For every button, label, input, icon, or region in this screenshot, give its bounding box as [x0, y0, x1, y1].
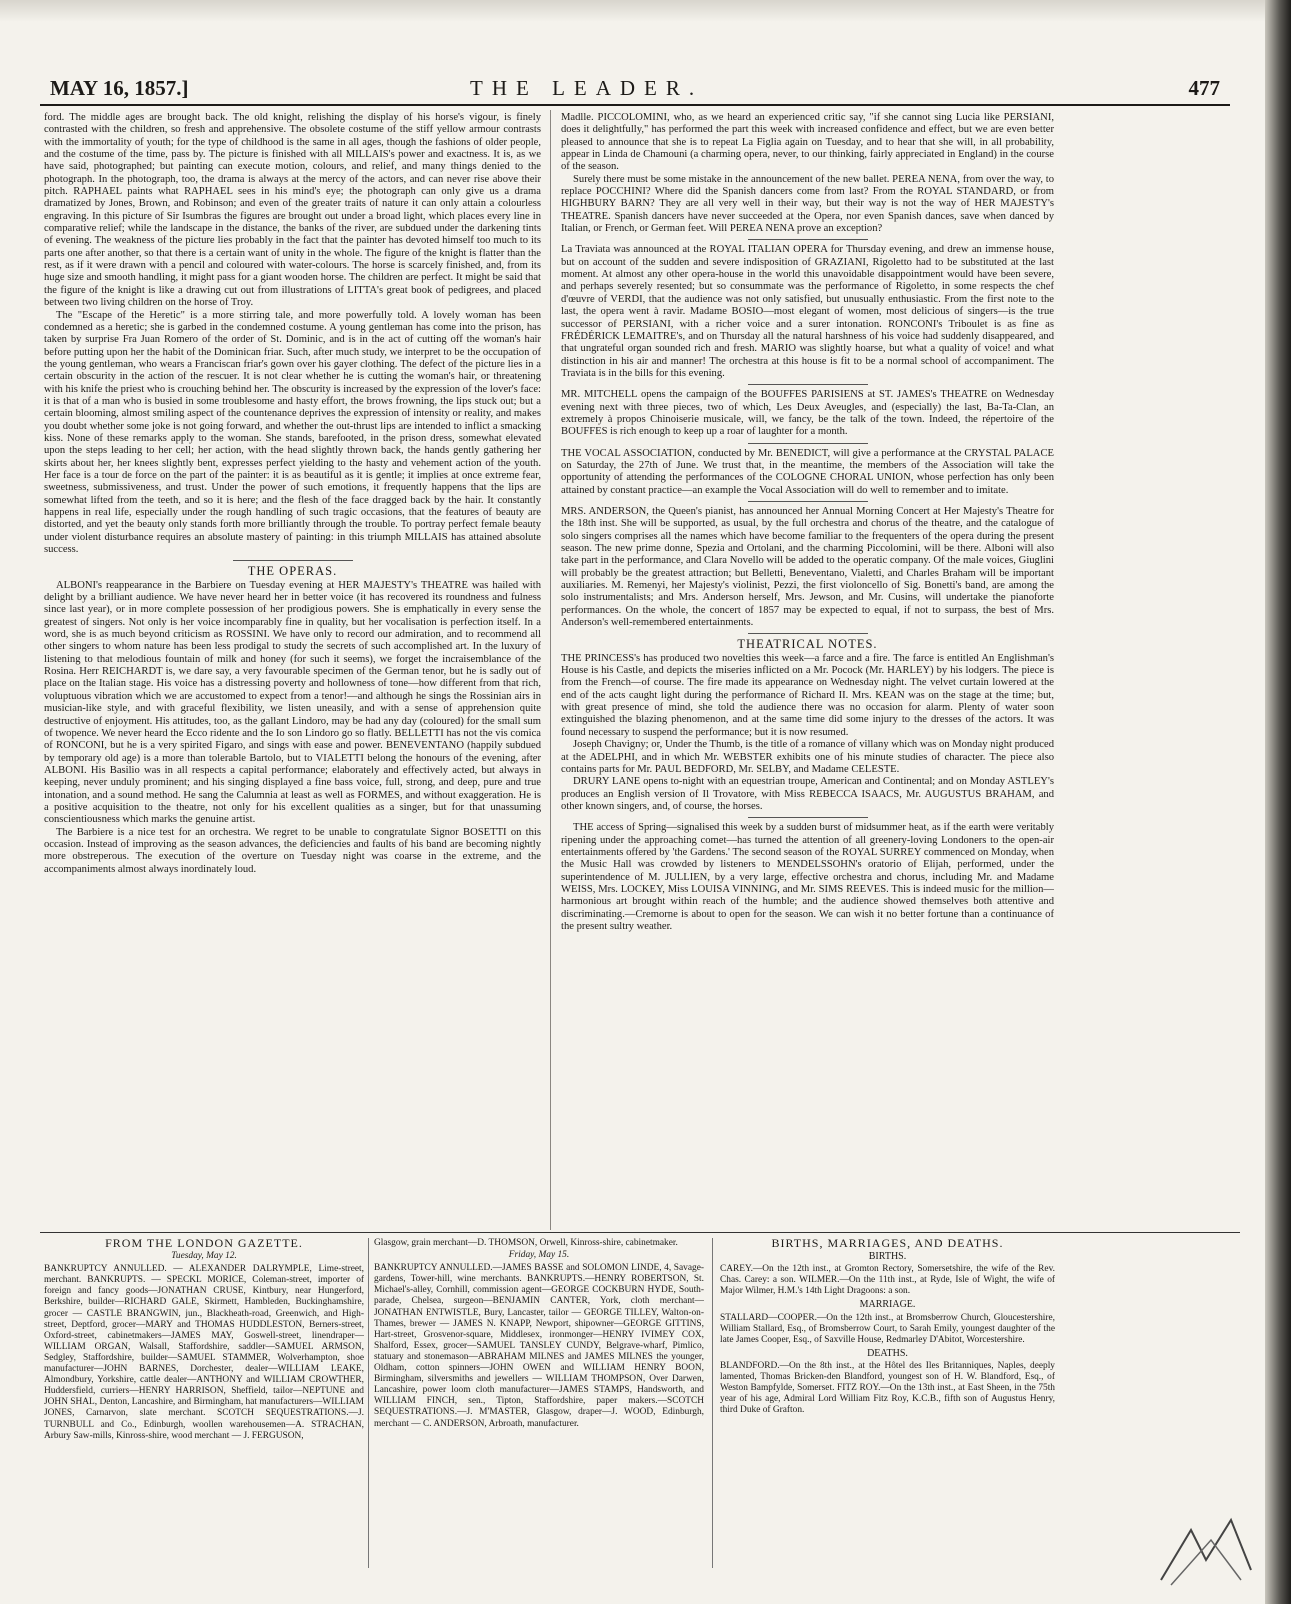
gazette-date-tuesday: Tuesday, May 12. — [171, 1251, 237, 1262]
article-paragraph: MRS. ANDERSON, the Queen's pianist, has announced her Annual Morning Concert at Her Majesty's Theatre for the 18th inst. She will be supported, as usual, by the full orchestra and chorus of the theatre, and the catalogue of solo singers comprises all the names which have become familiar to the frequenters of the opera during the present season. The new prime donne, Spezia and Ortolani, and the charming Piccolomini, will be there. Alboni will also take part in the performance, and Clara Novello will be added to the operatic company. Of the male voices, Giuglini will probably be the greatest attraction; but Belletti, Beneventano, Vialetti, and Charles Braham will be important auxiliaries. M. Remenyi, her Majesty's violinist, Pezzi, the first violoncello of Sig. Bonetti's band, are among the solo instrumentalists; and Mrs. Anderson herself, Mrs. Jewson, and Mr. Cusins, will undertake the pianoforte performances. On the whole, the concert of 1857 may be expected to equal, if not to surpass, the best of Mrs. Anderson's well-remembered entertainments. — [561, 505, 1054, 629]
article-paragraph: The "Escape of the Heretic" is a more stirring tale, and more powerfully told. A lovely woman has been condemned as a heretic; she is garbed in the condemned costume. A young gentleman has come into the prison, has taken by surprise Fra Juan Romero of the order of St. Dominic, and is in the act of cutting off the woman's hair before putting upon her the habit of the Dominican friar. Such, after much study, we interpret to be the occupation of the young gentleman, who wears a Franciscan friar's gown over his gayer clothing. The defect of the picture lies in a certain obscurity in the action of the rescuer. It is not clear whether he is cutting the woman's hair, or threatening with his knife the priest who is crouching behind her. The obscurity is increased by the expression of the lover's face: it is that of a man who is busied in some troublesome and hasty effort, the brows frowning, the lips stuck out; but a certain blooming, almost smiling aspect of the countenance deprives the expression of intensity or reality, and makes you doubt whether some joke is not going forward, and whether the out-thrust lips are intended to inflict a smacking kiss. None of these remarks apply to the woman. She stands, barefooted, in the prison dress, somewhat elevated upon the steps leading to her cell; her action, with the head slightly thrown back, the hands gently gathering her skirts about her, her knees slightly bent, expresses perfect yielding to the hasty and vehement action of the youth. Her face is a tour de force on the part of the painter: it is as beautiful as it is gentle; it implies at once extreme fear, sweetness, submissiveness, and trust. Under the power of such emotions, it frequently happens that the lips are somewhat lifted from the teeth, and so it is here; and the flesh of the face dragged back by the hair. It constantly happens in real life, especially under the rough handling of such tragic occasions, that the features of beauty are distorted, and yet the beauty only stands forth more brilliantly through the trouble. To portray perfect female beauty under violent disturbance requires an absolute mastery of painting: in this triumph MILLAIS has attained absolute success. — [44, 309, 541, 556]
marriage-label: MARRIAGE. — [859, 1299, 916, 1311]
section-rule — [748, 633, 868, 634]
section-rule — [748, 443, 868, 444]
gazette-date-friday: Friday, May 15. — [508, 1250, 570, 1261]
births-heading: BIRTHS, MARRIAGES, AND DEATHS. — [771, 1238, 1004, 1250]
corner-scan-artifact — [1151, 1510, 1261, 1590]
section-rule — [748, 817, 868, 818]
article-paragraph: DRURY LANE opens to-night with an equestrian troupe, American and Continental; and on Monday ASTLEY's produces an English version of Il Trovatore, with Miss REBECCA ISAACS, Mr. AUGUSTUS BRAHAM, and other known singers, and, of course, the horses. — [561, 776, 1054, 812]
bottom-column-divider — [712, 1238, 713, 1568]
column-divider — [550, 110, 551, 1230]
births-text: CAREY.—On the 12th inst., at Gromton Rectory, Somersetshire, the wife of the Rev. Chas. Carey: a son. WILMER.—On the 11th inst., at Ryde, Isle of Wight, the wife of Major Wilmer, H.M.'s 14th Light Dragoons: a son. — [720, 1264, 1055, 1297]
section-heading-operas: THE OPERAS. — [247, 564, 338, 579]
gazette-column-2 — [374, 1238, 704, 1568]
births-column — [720, 1238, 1055, 1568]
page-top-shadow — [0, 0, 1291, 22]
article-paragraph: THE VOCAL ASSOCIATION, conducted by Mr. BENEDICT, will give a performance at the CRYSTAL PALACE on Saturday, the 27th of June. We trust that, in the meantime, the members of the Association will take the opportunity of attending the performances of the COLOGNE CHORAL UNION, whose perfection has only been attained by constant practice—an example the Vocal Association will do well to remember and to imitate. — [561, 447, 1054, 496]
article-paragraph: La Traviata was announced at the ROYAL ITALIAN OPERA for Thursday evening, and drew an immense house, but on account of the sudden and severe indisposition of GRAZIANI, Rigoletto had to be substituted at the last moment. At almost any other opera-house in the world this unavoidable disappointment would have been severe, and perhaps severely resented; but so consummate was the performance of Rigoletto, in some respects the chef d'œuvre of VERDI, that the audience was not only satisfied, but unusually enthusiastic. From the first note to the last, the opera went à ravir. Madame BOSIO—most elegant of women, most delicious of singers—is the true successor of PERSIANI, with a richer voice and a surer intonation. RONCONI's Triboulet is as fine as FRÉDÉRICK LEMAITRE's, and on Thursday all the natural harshness of his voice had suddenly disappeared, and that ungrateful organ sounded rich and fresh. MARIO was slightly hoarse, but what a quality of voice! and what distinction in his air and manner! The orchestra at this house is fit to be a normal school of accompaniment. The Traviata is in the bills for this evening. — [561, 244, 1054, 379]
gazette-notices-continued: Glasgow, grain merchant—D. THOMSON, Orwell, Kinross-shire, cabinetmaker. — [374, 1238, 678, 1248]
article-paragraph: MR. MITCHELL opens the campaign of the BOUFFES PARISIENS at ST. JAMES's THEATRE on Wednesday evening next with three pieces, two of which, Les Deux Aveugles, and (especially) the last, Ba-Ta-Clan, an extremely à propos Chinoiserie musicale, will, we fancy, be the talk of the town. Indeed, the répertoire of the BOUFFES is rich enough to keep up a roar of laughter for a month. — [561, 389, 1054, 438]
article-paragraph: ford. The middle ages are brought back. The old knight, relishing the display of his horse's vigour, is finely contrasted with the children, so fresh and apprehensive. The obsolete costume of the stiff yellow armour contrasts with the immortality of youth; for the type of childhood is the same in all ages, though the fashions of older people, and the costume of the time, pass by. The picture is finished with all MILLAIS's power and exactness. It is, as we have said, photographed; but painting can execute motion, colours, and relief, and many things denied to the photograph. In the photograph, too, the drama is always at the mercy of the actors, and can never rise above their pitch. RAPHAEL paints what RAPHAEL sees in his mind's eye; the photograph can only give us a drama dramatized by Jones, Brown, and Robinson; and even of the greater traits of nature it can only attain a colourless engraving. In this picture of Sir Isumbras the figures are brought out under a broad light, which places every line in comparative relief; while the landscape in the distance, the banks of the river, are subdued under the darkening tints of evening. The weakness of the picture lies probably in the fact that the painter has devoted himself too much to its parts one after another, so that there is a certain want of unity in the whole. The figure of the knight is flatter than the rest, as if it were drawn with a pencil and coloured with water-colours. The horse is scarcely finished, and, from its huge size and smooth handling, it might pass for a giant wooden horse. The children are perfect. It might be said that the figure of the knight is like a drawing cut out from illustrations of LITTA's great book of pedigrees, and placed between two living children on the horse of Troy. — [44, 112, 541, 309]
section-rule — [748, 501, 868, 502]
page-binding-edge — [1265, 0, 1291, 1604]
header-page-number: 477 — [1188, 76, 1220, 100]
article-paragraph: THE access of Spring—signalised this week by a sudden burst of midsummer heat, as if the earth were veritably ripening under the approaching comet—has turned the attention of all greenery-loving Londoners to the open-air entertainments offered by 'the Gardens.' The second season of the ROYAL SURREY commenced on Monday, when the Music Hall was crowded by listeners to MENDELSSOHN's oratorio of Elijah, performed, under the superintendence of M. JULLIEN, by a very large, effective orchestra and chorus, including Mr. and Madame WEISS, Mrs. LOCKEY, Miss LOUISA VINNING, and Mr. SIMS REEVES. This is indeed music for the million—harmonious art brought within reach of the humble; and the audience showed themselves both attentive and discriminating.—Cremorne is about to open for the season. We can wish it no better fortune than a continuance of the present sultry weather. — [561, 822, 1054, 932]
header-rule — [40, 104, 1230, 106]
article-paragraph: Madlle. PICCOLOMINI, who, as we heard an experienced critic say, "if she cannot sing Lucia like PERSIANI, does it delightfully," has performed the part this week with increased confidence and effect, but we are even better pleased to announce that she is to repeat La Figlia again on Tuesday, and to hear that she will, in all probability, appear in Linda de Chamouni (a charming opera, never, to our thinking, fairly appreciated in England) in the course of the season. — [561, 112, 1054, 173]
section-rule — [748, 239, 868, 240]
section-rule — [748, 384, 868, 385]
header-title: THE LEADER. — [470, 76, 704, 100]
gazette-heading: FROM THE LONDON GAZETTE. — [105, 1238, 303, 1250]
deaths-text: BLANDFORD.—On the 8th inst., at the Hôtel des Iles Britanniques, Naples, deeply lamented, Thomas Bricken-den Blandford, youngest son of H. W. Blandford, Esq., of Weston Bampfylde, Somerset. FITZ ROY.—On the 13th inst., at East Sheen, in the 75th year of his age, Admiral Lord William Fitz Roy, K.C.B., fifth son of Augustus Henry, third Duke of Grafton. — [720, 1360, 1055, 1416]
bottom-section-rule — [40, 1232, 1240, 1233]
marriage-text: STALLARD—COOPER.—On the 12th inst., at Bromsberrow Church, Gloucestershire, William Stallard, Esq., of Bromsberrow Court, to Sarah Emily, youngest daughter of the late James Cooper, Esq., of Saxville House, Redmarley D'Abitot, Worcestershire. — [720, 1312, 1055, 1345]
right-column — [561, 112, 1054, 1228]
article-paragraph: THE PRINCESS's has produced two novelties this week—a farce and a fire. The farce is entitled An Englishman's House is his Castle, and depicts the miseries inflicted on a Mr. Pocock (Mr. HARLEY) by his lodgers. The piece is from the French—of course. The fire made its appearance on Wednesday night. The velvet curtain lowered at the end of the acts caught light during the performance of Richard II. Mrs. KEAN was on the stage at the time; but, with great presence of mind, she told the audience there was no occasion for alarm. Plenty of water soon extinguished the blazing phenomenon, and at the same time did some injury to the dresses of the actors. It was found necessary to suspend the performance; but it is now resumed. — [561, 652, 1054, 738]
header-date: MAY 16, 1857.] — [50, 76, 189, 100]
article-paragraph: Surely there must be some mistake in the announcement of the new ballet. PEREA NENA, from over the way, to replace POCCHINI? Where did the Spanish dancers come from last? From the ROYAL STANDARD, or from HIGHBURY BARN? They are all very well in their way, but their way is not the way of HER MAJESTY's THEATRE. Spanish dancers have never succeeded at the Opera, nor even Spanish dances, save when danced by Italian, or French, or German feet. Will PEREA NENA prove an exception? — [561, 173, 1054, 235]
gazette-column-1 — [44, 1238, 364, 1568]
article-paragraph: Joseph Chavigny; or, Under the Thumb, is the title of a romance of villany which was on Monday night produced at the ADELPHI, and in which Mr. WEBSTER exhibits one of his minute studies of character. The piece also contains parts for Mr. PAUL BEDFORD, Mr. SELBY, and Madame CELESTE. — [561, 739, 1054, 775]
page-header — [40, 76, 1265, 102]
births-label: BIRTHS. — [868, 1251, 907, 1263]
left-column — [44, 112, 541, 1228]
section-heading-theatrical: THEATRICAL NOTES. — [737, 637, 878, 652]
bottom-column-divider — [368, 1238, 369, 1568]
gazette-notices: BANKRUPTCY ANNULLED. — ALEXANDER DALRYMPLE, Lime-street, merchant. BANKRUPTS. — SPECKL MORICE, Coleman-street, importer of foreign and fancy goods—JONATHAN CRUSE, Kintbury, near Hungerford, Berkshire, builder—RICHARD GALE, Skirmett, Hambleden, Buckinghamshire, grocer — CASTLE BRANGWIN, jun., Blackheath-road, Greenwich, and High-street, Deptford, grocer—MARY and THOMAS HUDDLESTON, Berners-street, Oxford-street, cabinetmakers—JAMES MAY, Goswell-street, linendraper—WILLIAM ORGAN, Walsall, Staffordshire, saddler—SAMUEL ARMSON, Sedgley, Staffordshire, builder—SAMUEL STAMMER, Wolverhampton, shoe manufacturer—JOHN BARNES, Dorchester, dealer—WILLIAM LEAKE, Almondbury, Yorkshire, cattle dealer—ANTHONY and WILLIAM CROWTHER, Huddersfield, curriers—HENRY HARRISON, Sheffield, tailor—NEPTUNE and JOHN SHAL, Denton, Lancashire, and Birmingham, hat manufacturers—WILLIAM JONES, Carnarvon, slate merchant. SCOTCH SEQUESTRATIONS.—J. TURNBULL and Co., Edinburgh, woollen warehousemen—A. STRACHAN, Arbury Saw-mills, Kinross-shire, wood merchant — J. FERGUSON, — [44, 1264, 364, 1441]
section-rule — [233, 560, 353, 561]
article-paragraph: ALBONI's reappearance in the Barbiere on Tuesday evening at HER MAJESTY's THEATRE was hailed with delight by a brilliant audience. We have never heard her in better voice (it has recovered its roundness and fulness since last year), or in more complete possession of her prodigious powers. She is emphatically in every sense the greatest of singers. Not only is her voice incomparably fine in quality, but her vocalisation is perfection itself. In a word, she is as much beyond criticism as ROSSINI. We have only to record our admiration, and to recommend all other singers to whom nature has been less prodigal to study the secrets of such accomplished art. In the luxury of listening to that melodious fountain of milk and honey (for such it seems), we forget the incraisemblance of the Rosina. Herr REICHARDT is, we dare say, a very favourable specimen of the German tenor, but he is sadly out of place on the Italian stage. His voice has a distressing poverty and hollowness of tone—how different from that rich, voluptuous vibration which we are accustomed to expect from a tenor!—and although he sings the Rossinian airs in musician-like style, and with graceful flexibility, we listen uneasily, and with a sense of apprehension quite destructive of enjoyment. His attitudes, too, as the gallant Lindoro, may be had any day (coloured) for the small sum of twopence. We never heard the Ecco ridente and the Io son Lindoro go so flatly. BELLETTI has not the vis comica of RONCONI, but he is a very spirited Figaro, and sings with ease and power. BENEVENTANO (happily subdued by temporary old age) is a more than tolerable Bartolo, but to VIALETTI belong the honours of the evening, after ALBONI. His Basilio was in all respects a capital performance; elaborately and effectively acted, but always in keeping, never unduly prominent; and his singing displayed a fine bass voice, full, strong, and deep, pure and true intonation, and a sound method. He sang the Calumnia at least as well as FORMES, and without exaggeration. He is a positive acquisition to the theatre, not only for his excellent qualities as a singer, but for that unassuming conscientiousness which marks the genuine artist. — [44, 579, 541, 826]
deaths-label: DEATHS. — [867, 1347, 908, 1359]
article-paragraph: The Barbiere is a nice test for an orchestra. We regret to be unable to congratulate Signor BOSETTI on this occasion. Instead of improving as the season advances, the deficiencies and faults of his band are becoming nightly more obstreperous. The execution of the overture on Tuesday night was coarse in the extreme, and the accompaniments almost always inordinately loud. — [44, 826, 541, 875]
gazette-notices: BANKRUPTCY ANNULLED.—JAMES BASSE and SOLOMON LINDE, 4, Savage-gardens, Tower-hill, wine merchants. BANKRUPTS.—HENRY ROBERTSON, St. Michael's-alley, Cornhill, commission agent—GEORGE COCKBURN HYDE, South-parade, Chelsea, surgeon—BENJAMIN CANTER, York, cloth merchant—JONATHAN ENTWISTLE, Bury, Lancaster, tailor — GEORGE TILLEY, Walton-on-Thames, brewer — JAMES N. KNAPP, Newport, shipowner—GEORGE GITTINS, Hart-street, Grosvenor-square, Middlesex, ironmonger—HENRY IVIMEY COX, Shalford, Essex, grocer—SAMUEL TANSLEY CUNDY, Belgrave-wharf, Pimlico, statuary and stonemason—ABRAHAM MILNES and JAMES MILNES the younger, Oldham, cotton spinners—JOHN OWEN and WILLIAM HENRY BOON, Birmingham, silversmiths and jewellers — WILLIAM THOMPSON, Over Darwen, Lancashire, power loom cloth manufacturer—JAMES STAMPS, Handsworth, and WILLIAM FINCH, sen., Tipton, Staffordshire, paper makers.—SCOTCH SEQUESTRATIONS.—J. M'MASTER, Glasgow, draper—J. WOOD, Edinburgh, merchant — C. ANDERSON, Arbroath, manufacturer. — [374, 1263, 704, 1429]
